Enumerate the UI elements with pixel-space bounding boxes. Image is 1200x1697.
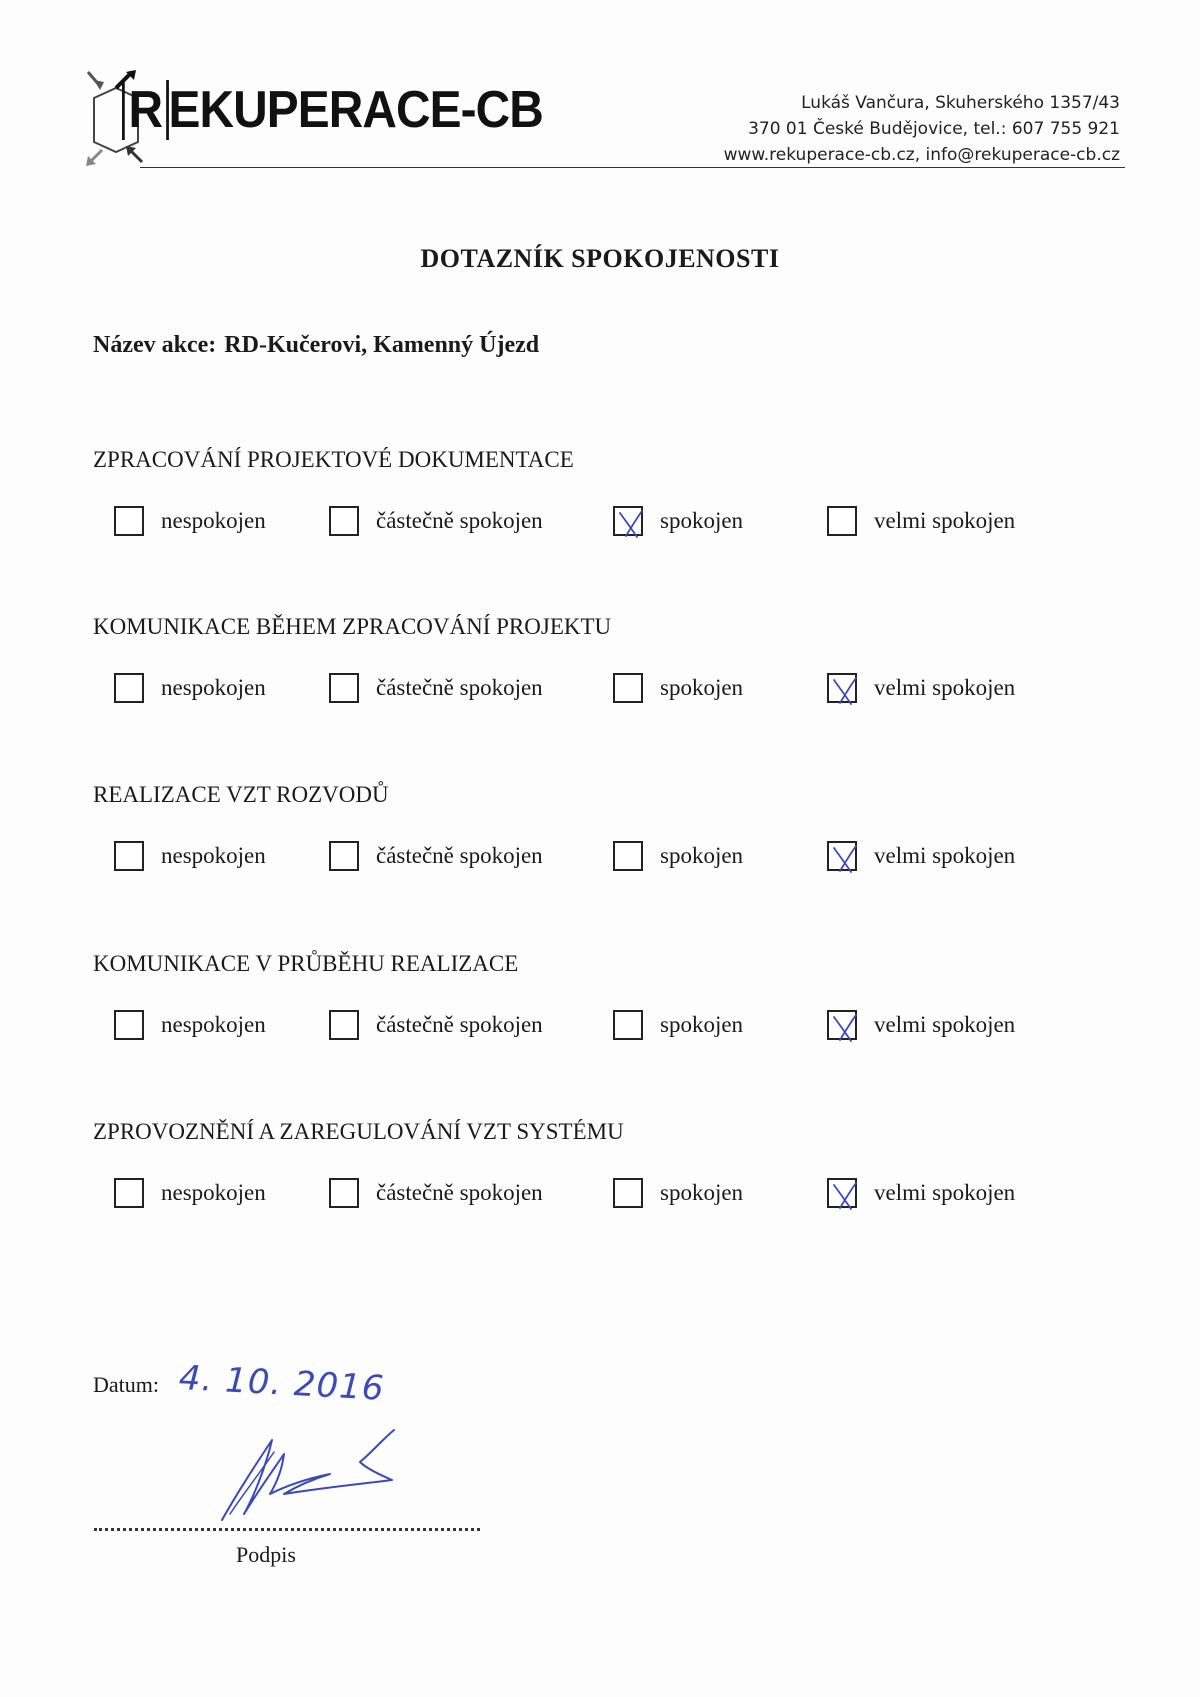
- option-spokojen[interactable]: [613, 1173, 743, 1213]
- option-label: velmi spokojen: [874, 843, 1016, 868]
- checkbox[interactable]: [613, 1178, 643, 1208]
- section-communication-project: [93, 614, 1113, 734]
- checkbox[interactable]: [613, 673, 643, 703]
- logo-rest: EKUPERACE-CB: [168, 81, 543, 139]
- checkbox[interactable]: [329, 1010, 359, 1040]
- option-nespokojen[interactable]: [114, 836, 266, 876]
- handwritten-x-icon: [827, 839, 861, 877]
- section-communication-realization: [93, 951, 1113, 1071]
- option-nespokojen[interactable]: [114, 1005, 266, 1045]
- company-logo: [86, 62, 543, 172]
- checkbox[interactable]: [613, 841, 643, 871]
- option-label: nespokojen: [161, 675, 266, 700]
- logo-wordmark: [122, 80, 543, 140]
- event-label: Název akce:: [93, 332, 217, 358]
- option-label: částečně spokojen: [376, 508, 543, 533]
- checkbox[interactable]: [114, 1178, 144, 1208]
- option-label: spokojen: [660, 1180, 744, 1205]
- section-vzt-distribution: [93, 782, 1113, 902]
- option-label: částečně spokojen: [376, 675, 543, 700]
- option-label: částečně spokojen: [376, 843, 543, 868]
- option-label: nespokojen: [161, 843, 266, 868]
- checkbox[interactable]: [827, 841, 857, 871]
- checkbox[interactable]: [827, 673, 857, 703]
- option-spokojen[interactable]: [613, 1005, 743, 1045]
- section-title: ZPRACOVÁNÍ PROJEKTOVÉ DOKUMENTACE: [93, 447, 574, 472]
- checkbox[interactable]: [329, 506, 359, 536]
- checkbox[interactable]: [114, 506, 144, 536]
- contact-line: Lukáš Vančura, Skuherského 1357/43: [801, 93, 1120, 113]
- option-label: spokojen: [660, 508, 744, 533]
- section-title: REALIZACE VZT ROZVODŮ: [93, 782, 389, 807]
- logo-first-letter: R: [122, 80, 169, 140]
- option-label: spokojen: [660, 843, 744, 868]
- option-label: částečně spokojen: [376, 1012, 543, 1037]
- option-spokojen[interactable]: [613, 836, 743, 876]
- option-label: velmi spokojen: [874, 1012, 1016, 1037]
- option-castecne-spokojen[interactable]: [329, 836, 543, 876]
- contact-line: www.rekuperace-cb.cz, info@rekuperace-cb.cz: [723, 145, 1120, 165]
- option-velmi-spokojen[interactable]: [827, 1005, 1015, 1045]
- checkbox[interactable]: [827, 1010, 857, 1040]
- contact-block: [724, 90, 1120, 168]
- section-title: KOMUNIKACE BĚHEM ZPRACOVÁNÍ PROJEKTU: [93, 614, 612, 639]
- option-nespokojen[interactable]: [114, 668, 266, 708]
- option-castecne-spokojen[interactable]: [329, 1173, 543, 1213]
- date-row: [93, 1358, 386, 1426]
- checkbox[interactable]: [329, 841, 359, 871]
- option-label: částečně spokojen: [376, 1180, 543, 1205]
- section-title: ZPROVOZNĚNÍ A ZAREGULOVÁNÍ VZT SYSTÉMU: [93, 1119, 624, 1144]
- checkbox[interactable]: [114, 841, 144, 871]
- handwritten-x-icon: [827, 1008, 861, 1046]
- date-label: Datum:: [93, 1372, 159, 1397]
- option-castecne-spokojen[interactable]: [329, 1005, 543, 1045]
- option-label: spokojen: [660, 1012, 744, 1037]
- option-label: velmi spokojen: [874, 675, 1016, 700]
- option-label: velmi spokojen: [874, 508, 1016, 533]
- signature-label: Podpis: [236, 1542, 296, 1567]
- section-project-documentation: [93, 447, 1113, 567]
- header-divider: [140, 167, 1125, 168]
- option-label: spokojen: [660, 675, 744, 700]
- checkbox[interactable]: [329, 673, 359, 703]
- option-nespokojen[interactable]: [114, 1173, 266, 1213]
- checkbox[interactable]: [329, 1178, 359, 1208]
- event-name: [93, 332, 539, 359]
- handwritten-x-icon: [827, 671, 861, 709]
- checkbox[interactable]: [613, 1010, 643, 1040]
- handwritten-x-icon: [613, 504, 647, 542]
- section-commissioning: [93, 1119, 1113, 1239]
- option-label: nespokojen: [161, 1012, 266, 1037]
- contact-line: 370 01 České Budějovice, tel.: 607 755 921: [748, 119, 1120, 139]
- option-castecne-spokojen[interactable]: [329, 501, 543, 541]
- checkbox[interactable]: [827, 1178, 857, 1208]
- option-label: nespokojen: [161, 1180, 266, 1205]
- checkbox[interactable]: [613, 506, 643, 536]
- date-value: 4. 10. 2016: [177, 1358, 386, 1409]
- form-title: DOTAZNÍK SPOKOJENOSTI: [420, 244, 780, 273]
- signature-line: [94, 1528, 480, 1531]
- signature-icon: [210, 1418, 430, 1528]
- option-label: nespokojen: [161, 508, 266, 533]
- option-castecne-spokojen[interactable]: [329, 668, 543, 708]
- event-value: RD-Kučerovi, Kamenný Újezd: [224, 332, 540, 358]
- checkbox[interactable]: [114, 1010, 144, 1040]
- checkbox[interactable]: [827, 506, 857, 536]
- checkbox[interactable]: [114, 673, 144, 703]
- option-label: velmi spokojen: [874, 1180, 1016, 1205]
- option-velmi-spokojen[interactable]: [827, 668, 1015, 708]
- option-nespokojen[interactable]: [114, 501, 266, 541]
- section-title: KOMUNIKACE V PRŮBĚHU REALIZACE: [93, 951, 519, 976]
- option-velmi-spokojen[interactable]: [827, 836, 1015, 876]
- option-spokojen[interactable]: [613, 501, 743, 541]
- option-spokojen[interactable]: [613, 668, 743, 708]
- option-velmi-spokojen[interactable]: [827, 501, 1015, 541]
- option-velmi-spokojen[interactable]: [827, 1173, 1015, 1213]
- handwritten-x-icon: [827, 1176, 861, 1214]
